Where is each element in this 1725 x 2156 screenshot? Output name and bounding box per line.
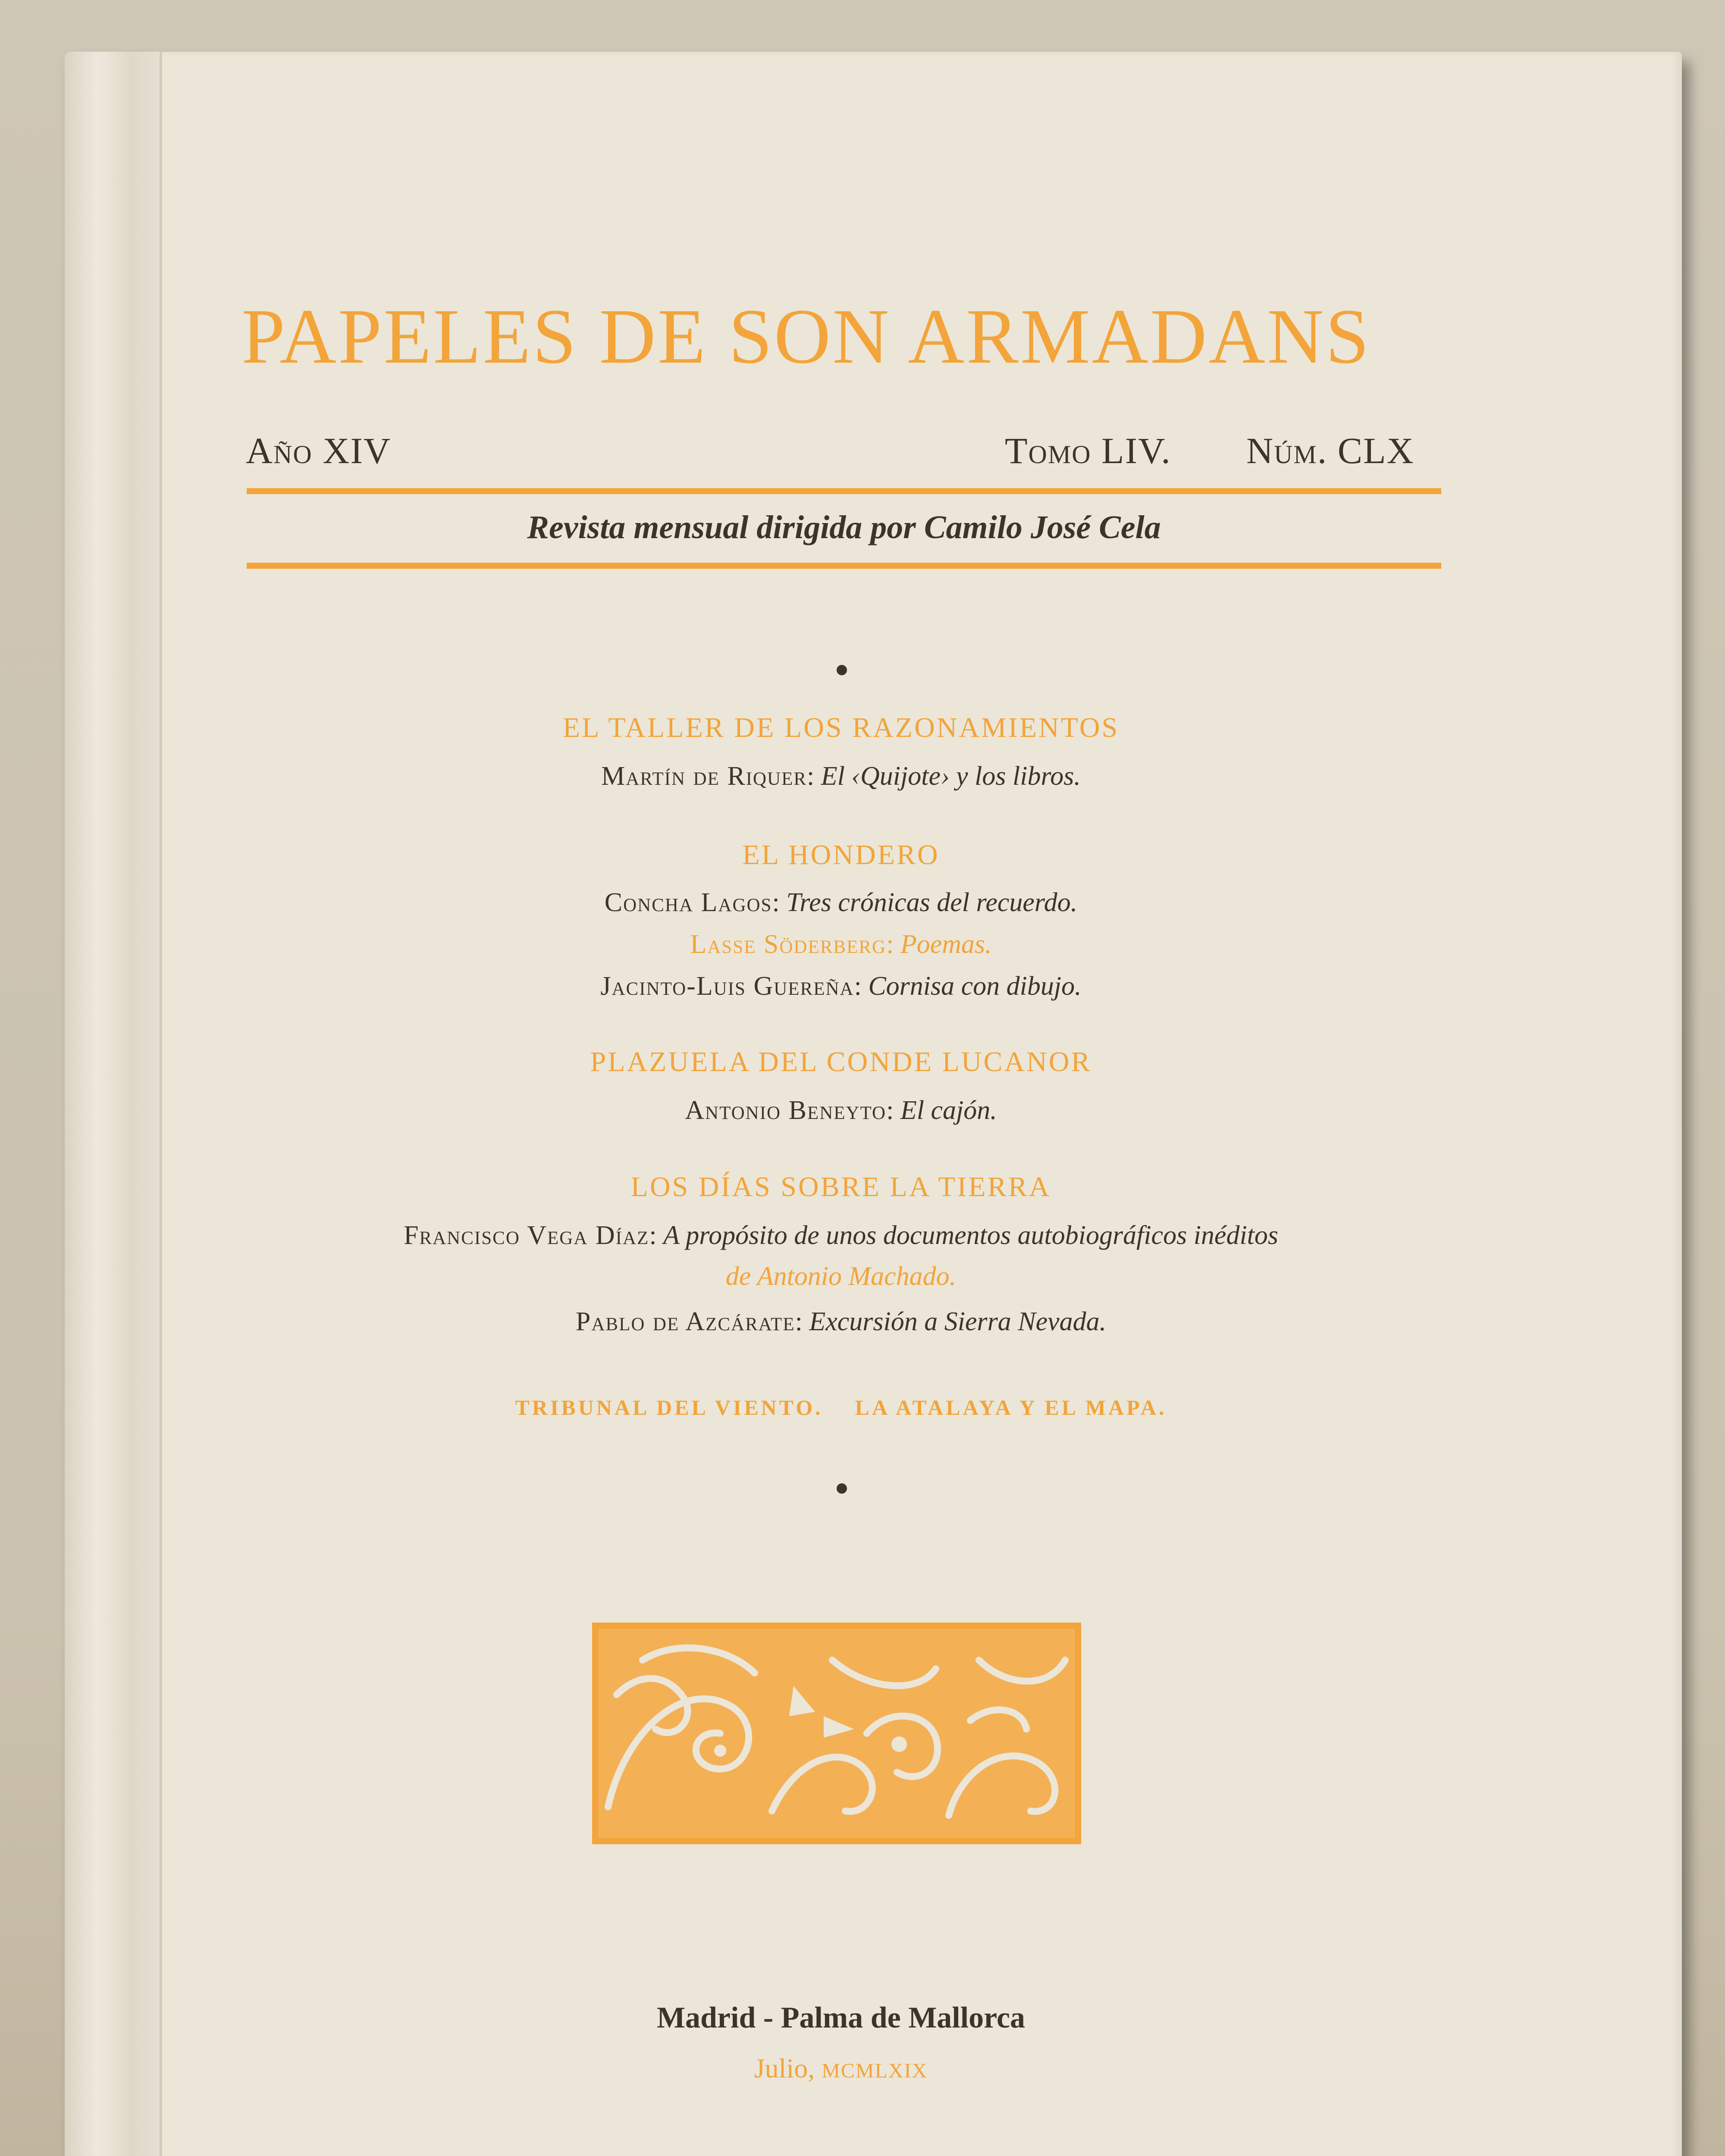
entry-separator: :	[807, 761, 815, 791]
contents-entry	[172, 971, 1509, 1002]
contents-entry	[172, 761, 1509, 792]
issue-year: Año XIV	[246, 430, 392, 471]
entry-work: El ‹Quijote› y los libros.	[821, 761, 1081, 791]
imprint-month: Julio,	[754, 2053, 815, 2084]
section-atalaya: LA ATALAYA Y EL MAPA.	[855, 1395, 1167, 1420]
entry-work: Excursión a Sierra Nevada.	[809, 1307, 1107, 1336]
entry-author: Pablo de Azcárate	[575, 1307, 795, 1336]
contents-entry	[172, 1095, 1509, 1126]
contents-entry	[172, 929, 1509, 960]
entry-work: Cornisa con dibujo.	[868, 971, 1082, 1001]
regular-sections	[172, 1395, 1509, 1420]
ornament-icon	[591, 1621, 1082, 1846]
top-rule	[247, 488, 1441, 494]
entry-separator: :	[886, 930, 894, 959]
entry-separator: :	[795, 1307, 803, 1336]
imprint-date	[172, 2053, 1509, 2084]
section-heading: LOS DÍAS SOBRE LA TIERRA	[630, 1171, 1051, 1203]
entry-separator: :	[772, 888, 780, 917]
magazine-spine	[65, 52, 162, 2156]
entry-work-continued: de Antonio Machado.	[725, 1262, 957, 1291]
contents-entry	[172, 1307, 1509, 1337]
magazine-title: PAPELES DE SON ARMADANS	[242, 293, 1371, 380]
imprint-cities: Madrid - Palma de Mallorca	[656, 2001, 1026, 2034]
section-heading: EL TALLER DE LOS RAZONAMIENTOS	[562, 712, 1120, 743]
subtitle: Revista mensual dirigida por Camilo José Cela	[527, 509, 1161, 545]
entry-author: Antonio Beneyto	[685, 1096, 887, 1125]
entry-separator: :	[854, 971, 862, 1001]
entry-work: Poemas.	[900, 930, 992, 959]
contents-entry	[172, 887, 1509, 918]
issue-volume: Tomo LIV.	[1005, 430, 1171, 471]
divider-dot	[837, 665, 847, 675]
section-tribunal: TRIBUNAL DEL VIENTO.	[515, 1395, 823, 1420]
entry-separator: :	[649, 1221, 657, 1250]
entry-work: A propósito de unos documentos autobiográficos inéditos	[663, 1221, 1279, 1250]
section-heading: EL HONDERO	[742, 839, 940, 871]
entry-work: El cajón.	[900, 1096, 997, 1125]
divider-dot	[837, 1483, 847, 1494]
section-heading: PLAZUELA DEL CONDE LUCANOR	[590, 1046, 1092, 1078]
entry-author: Concha Lagos	[604, 888, 772, 917]
entry-work: Tres crónicas del recuerdo.	[786, 888, 1078, 917]
entry-author: Lasse Söderberg	[690, 930, 887, 959]
issue-number: Núm. CLX	[1246, 430, 1414, 471]
bottom-rule	[247, 563, 1441, 569]
imprint-year: MCMLXIX	[822, 2059, 928, 2082]
entry-author: Martín de Riquer	[601, 761, 807, 791]
contents-entry	[172, 1220, 1509, 1251]
entry-separator: :	[886, 1096, 894, 1125]
entry-author: Jacinto-Luis Guereña	[600, 971, 854, 1001]
contents-entry-continued	[172, 1261, 1509, 1292]
entry-author: Francisco Vega Díaz	[403, 1221, 649, 1250]
